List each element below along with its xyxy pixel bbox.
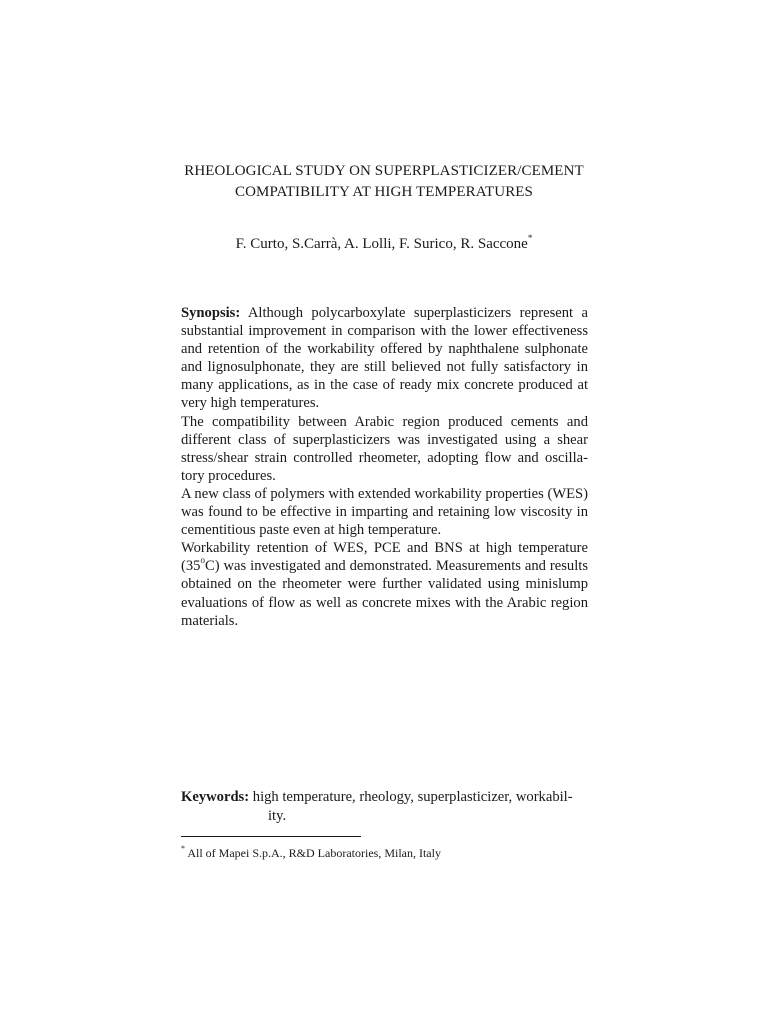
author-names: F. Curto, S.Carrà, A. Lolli, F. Surico, R. Saccone <box>235 236 528 252</box>
paper-title <box>120 161 648 203</box>
synopsis-paragraph-2: The compatibility between Arabic region produced cements and different class of superplasticizers was investigated using a shear stress/shear strain controlled rheometer, adopting flow and oscillatory procedures. <box>181 413 588 484</box>
degree-symbol: o <box>200 555 205 566</box>
keywords-line-2: ity. <box>268 808 287 824</box>
keywords-section <box>181 788 588 826</box>
footnote-divider <box>181 836 361 837</box>
footnote-marker: * <box>181 844 185 853</box>
synopsis-label: Synopsis: <box>181 305 241 321</box>
title-line-1: RHEOLOGICAL STUDY ON SUPERPLASTICIZER/CEMENT <box>184 163 584 179</box>
footnote-text: All of Mapei S.p.A., R&D Laboratories, Milan, Italy <box>187 846 441 860</box>
author-list <box>120 234 648 254</box>
synopsis-text-1: Although polycarboxylate superplasticizers represent a substantial improvement in comparison with the lower effectiveness and retention of the workability offered by naphthalene sulphonate and lignosulphonate, they are still believed not fully satisfactory in many applications, as in the case of ready mix concrete produced at very high temperatures. <box>181 305 588 412</box>
synopsis-paragraph-3: A new class of polymers with extended workability properties (WES) was found to be effective in imparting and retaining low viscosity in cementitious paste even at high temperature. <box>181 485 588 539</box>
title-line-2: COMPATIBILITY AT HIGH TEMPERATURES <box>234 184 534 200</box>
keywords-line-1 <box>181 788 588 807</box>
affiliation-footnote <box>181 845 581 861</box>
synopsis-section <box>181 304 588 630</box>
keywords-text-1: high temperature, rheology, superplasticizer, workabil- <box>252 789 573 805</box>
synopsis-paragraph-1 <box>181 304 588 413</box>
author-affiliation-marker: * <box>527 233 533 243</box>
synopsis-text-4a: Workability retention of WES, PCE and BNS at high temperature (35 <box>181 540 588 575</box>
synopsis-text-4b: C) was investigated and demonstrated. Measurements and results obtained on the rheometer were further validated using minislump evaluations of flow as well as concrete mixes with the Arabic region materials. <box>181 558 588 629</box>
synopsis-paragraph-4 <box>181 539 588 629</box>
keywords-label: Keywords: <box>181 789 250 805</box>
